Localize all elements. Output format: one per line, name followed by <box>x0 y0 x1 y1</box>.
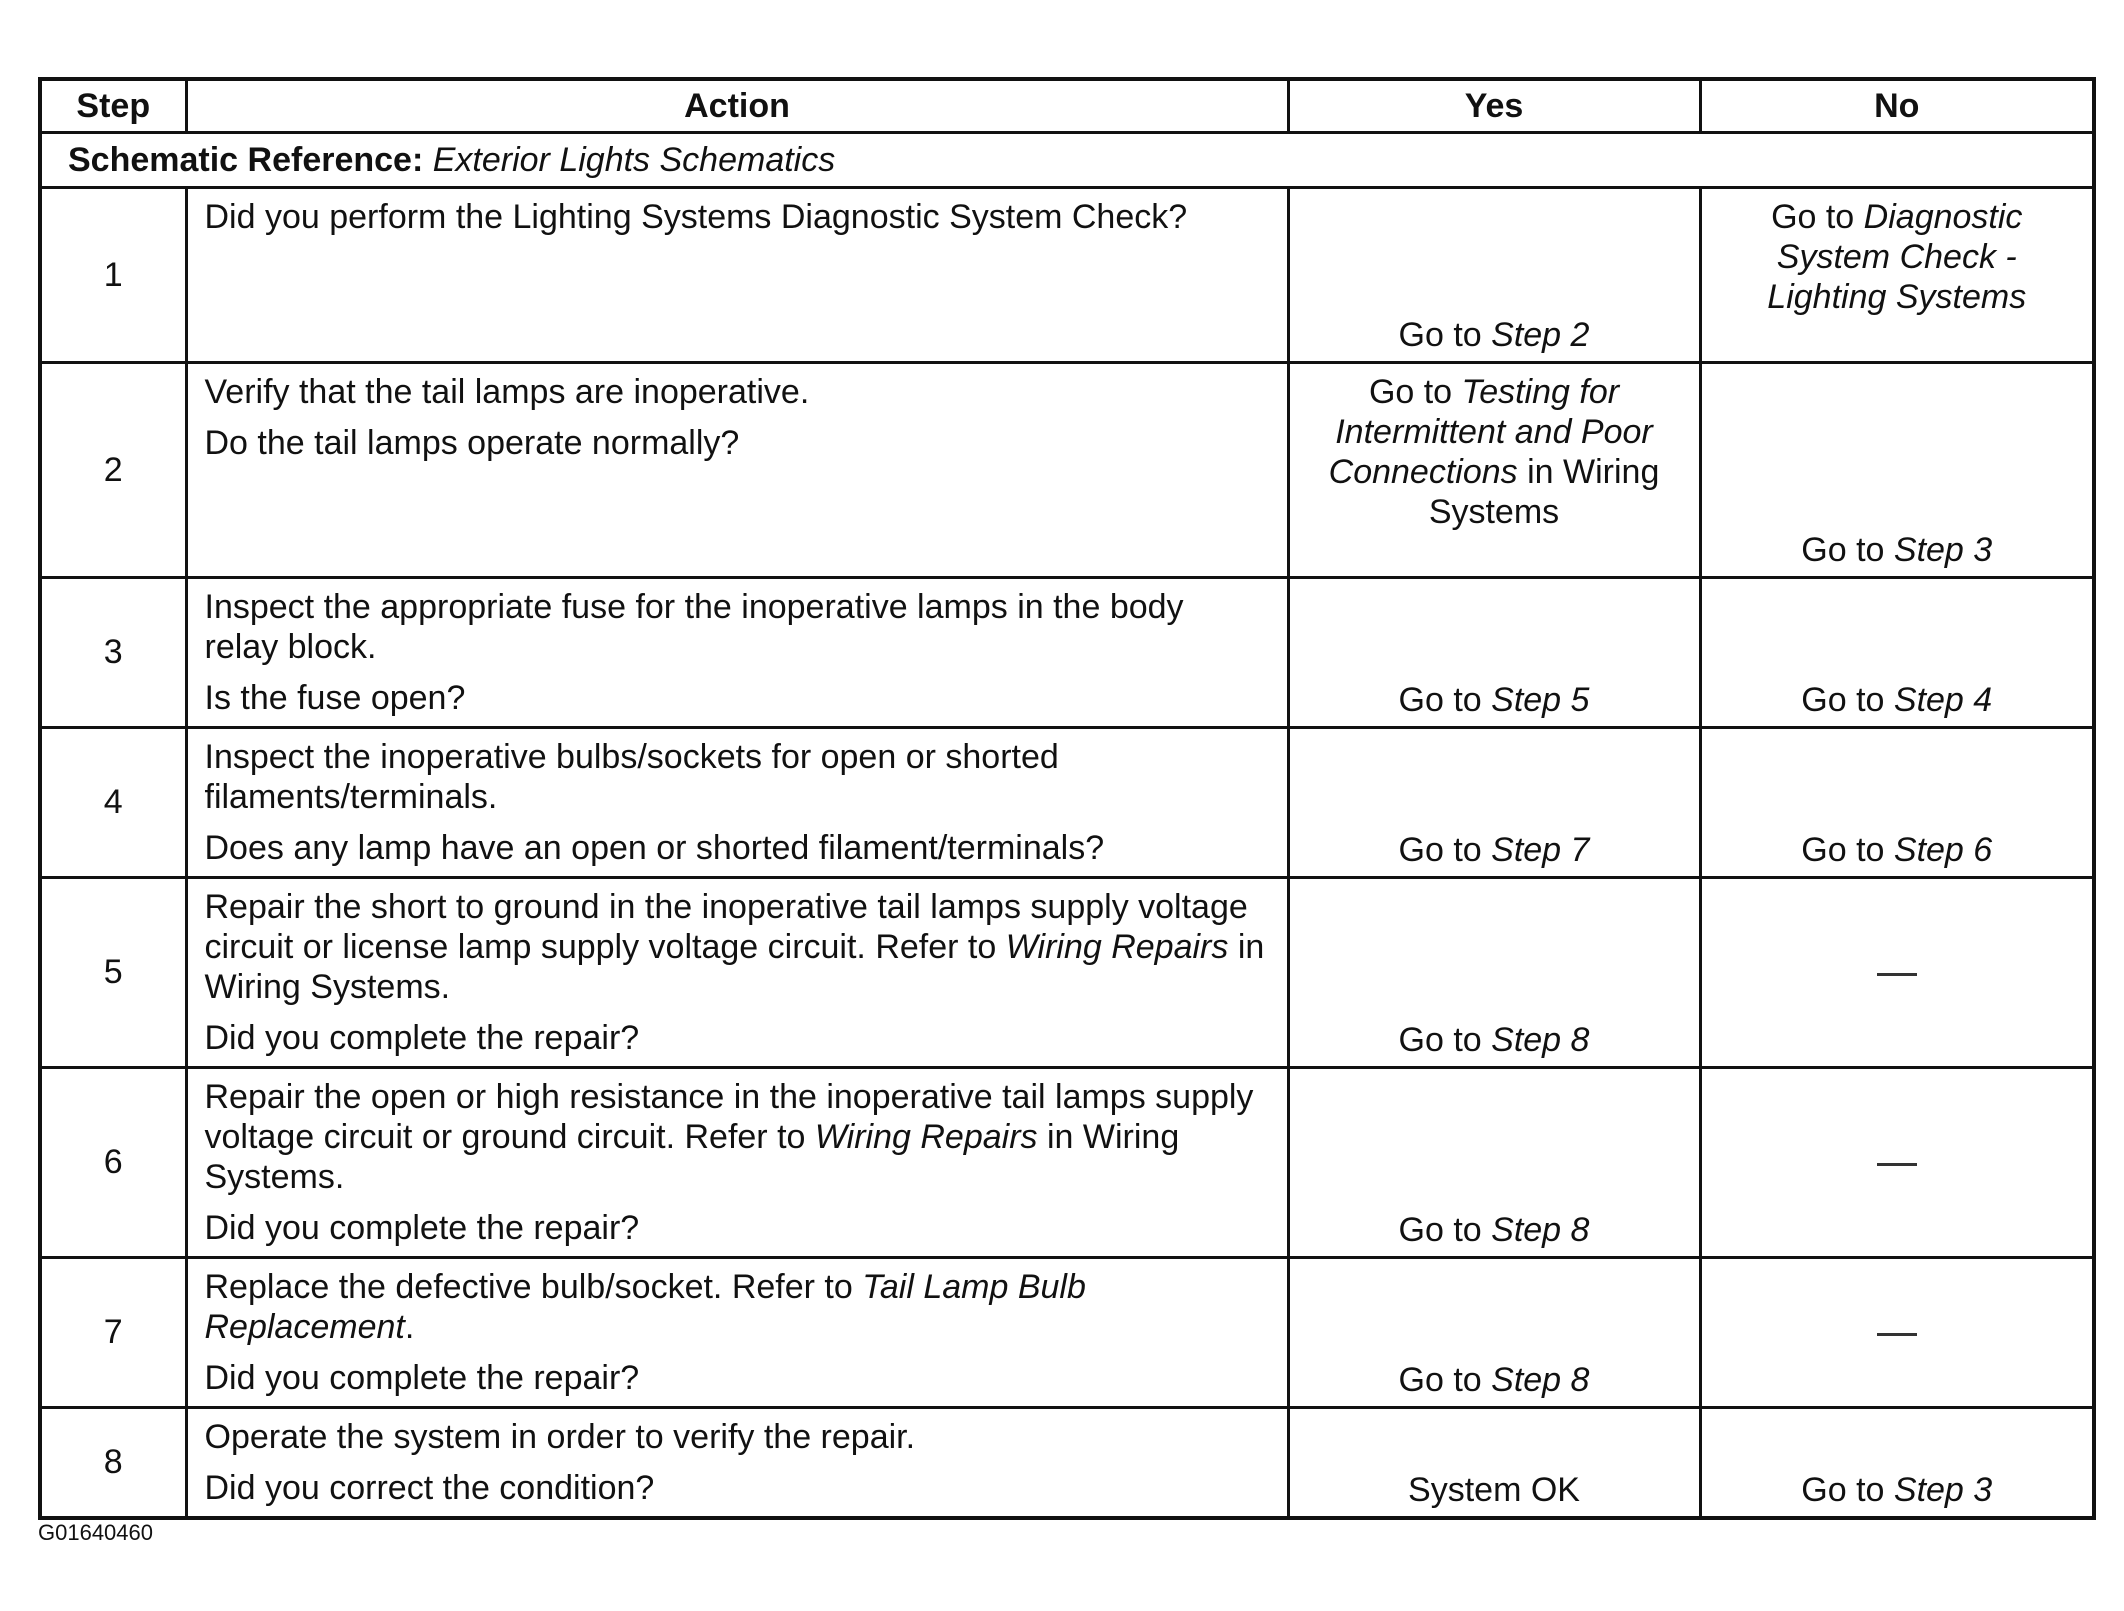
yes-text: Go to <box>1398 681 1492 719</box>
yes-link[interactable]: Step 8 <box>1491 1021 1590 1059</box>
table-row <box>40 363 2094 578</box>
no-result <box>1700 1408 2094 1519</box>
action-text: Inspect the inoperative bulbs/sockets for open or shorted filaments/terminals. <box>204 738 1059 816</box>
yes-text: Go to <box>1398 831 1492 869</box>
action-link[interactable]: Wiring Repairs <box>1005 928 1229 966</box>
action-text: Does any lamp have an open or shorted filament/terminals? <box>204 829 1105 867</box>
action-instruction <box>205 737 1267 817</box>
action-question <box>205 423 1267 463</box>
no-link[interactable]: Step 3 <box>1893 531 1993 569</box>
table-row <box>40 1258 2094 1408</box>
yes-text: System OK <box>1408 1471 1580 1509</box>
yes-result <box>1288 1408 1700 1519</box>
action-question <box>205 1208 1267 1248</box>
action-text: Did you complete the repair? <box>204 1209 640 1247</box>
yes-text: Go to <box>1398 1211 1492 1249</box>
yes-link[interactable]: Step 8 <box>1491 1361 1590 1399</box>
action-text: Did you complete the repair? <box>204 1359 640 1397</box>
no-text: Go to <box>1801 531 1894 569</box>
action-text: Repair the short to ground in the inoperative tail lamps supply voltage circuit or license lamp supply voltage circuit. Refer to <box>204 888 1248 966</box>
no-text: Go to <box>1801 681 1894 719</box>
action-text: Did you correct the condition? <box>204 1469 655 1507</box>
step-number: 8 <box>40 1408 186 1519</box>
table-row <box>40 878 2094 1068</box>
table-body <box>40 133 2094 1519</box>
action-text: Inspect the appropriate fuse for the inoperative lamps in the body relay block. <box>204 588 1184 666</box>
action-cell <box>186 1408 1288 1519</box>
action-instruction <box>205 197 1267 237</box>
action-question <box>205 1358 1267 1398</box>
step-number: 7 <box>40 1258 186 1408</box>
step-number: 3 <box>40 578 186 728</box>
action-text: Verify that the tail lamps are inoperative. <box>204 373 810 411</box>
yes-link[interactable]: Step 2 <box>1491 316 1590 354</box>
step-number: 5 <box>40 878 186 1068</box>
header-yes: Yes <box>1288 79 1700 133</box>
no-result <box>1700 878 2094 1068</box>
action-instruction <box>205 1267 1267 1347</box>
table-row <box>40 578 2094 728</box>
no-result <box>1700 728 2094 878</box>
schematic-reference-row <box>40 133 2094 188</box>
action-cell <box>186 878 1288 1068</box>
step-number: 1 <box>40 188 186 363</box>
yes-result <box>1288 578 1700 728</box>
no-text: Go to <box>1801 1471 1894 1509</box>
action-text: Replace the defective bulb/socket. Refer to <box>204 1268 863 1306</box>
action-cell <box>186 1258 1288 1408</box>
action-text: Operate the system in order to verify the repair. <box>204 1418 916 1456</box>
schematic-reference-label: Schematic Reference: <box>68 140 424 179</box>
yes-result <box>1288 188 1700 363</box>
no-link[interactable]: Step 4 <box>1893 681 1993 719</box>
action-cell <box>186 578 1288 728</box>
yes-result <box>1288 1068 1700 1258</box>
no-text: Go to <box>1801 831 1894 869</box>
yes-result <box>1288 878 1700 1068</box>
action-instruction <box>205 1417 1267 1457</box>
yes-link[interactable]: Step 8 <box>1491 1211 1590 1249</box>
yes-text: Go to <box>1398 1361 1492 1399</box>
yes-link[interactable]: Step 5 <box>1491 681 1590 719</box>
no-text: Go to <box>1771 198 1864 236</box>
yes-result <box>1288 363 1700 578</box>
step-number: 4 <box>40 728 186 878</box>
no-result <box>1700 363 2094 578</box>
yes-link[interactable]: Testing for Intermittent and Poor Connections <box>1328 373 1653 491</box>
action-text: Repair the open or high resistance in the inoperative tail lamps supply voltage circuit or ground circuit. Refer to <box>204 1078 1254 1156</box>
action-cell <box>186 363 1288 578</box>
action-text: Do the tail lamps operate normally? <box>204 424 740 462</box>
action-text: Did you complete the repair? <box>204 1019 640 1057</box>
action-cell <box>186 1068 1288 1258</box>
yes-text: Go to <box>1398 1021 1492 1059</box>
action-text: Is the fuse open? <box>204 679 466 717</box>
action-cell <box>186 728 1288 878</box>
step-number: 2 <box>40 363 186 578</box>
yes-link[interactable]: Step 7 <box>1491 831 1590 869</box>
table-row <box>40 1068 2094 1258</box>
action-question <box>205 828 1267 868</box>
no-result <box>1700 1258 2094 1408</box>
yes-text: in Wiring Systems <box>1428 453 1660 531</box>
yes-text: Go to <box>1398 316 1492 354</box>
no-not-applicable <box>1877 1333 1917 1336</box>
header-step: Step <box>40 79 186 133</box>
no-result <box>1700 188 2094 363</box>
no-link[interactable]: Step 6 <box>1893 831 1993 869</box>
action-instruction <box>205 372 1267 412</box>
no-not-applicable <box>1877 1163 1917 1166</box>
action-question <box>205 1018 1267 1058</box>
action-text: in Wiring Systems. <box>204 928 1265 1006</box>
schematic-reference-link[interactable]: Exterior Lights Schematics <box>432 140 836 179</box>
diagnostic-table <box>38 77 2096 1520</box>
yes-result <box>1288 1258 1700 1408</box>
action-link[interactable]: Tail Lamp Bulb Replacement <box>204 1268 1086 1346</box>
no-link[interactable]: Step 3 <box>1893 1471 1993 1509</box>
header-action: Action <box>186 79 1288 133</box>
no-link[interactable]: Diagnostic System Check - Lighting Systems <box>1767 198 2027 316</box>
no-not-applicable <box>1877 973 1917 976</box>
step-number: 6 <box>40 1068 186 1258</box>
no-result <box>1700 578 2094 728</box>
action-text: in Wiring Systems. <box>204 1118 1180 1196</box>
header-no: No <box>1700 79 2094 133</box>
table-row <box>40 728 2094 878</box>
action-cell <box>186 188 1288 363</box>
table-row <box>40 1408 2094 1519</box>
action-instruction <box>205 887 1267 1007</box>
figure-id: G01640460 <box>38 1520 153 1545</box>
action-instruction <box>205 587 1267 667</box>
yes-result <box>1288 728 1700 878</box>
table-row <box>40 188 2094 363</box>
yes-text: Go to <box>1368 373 1462 411</box>
action-text: Did you perform the Lighting Systems Diagnostic System Check? <box>204 198 1188 236</box>
action-text: . <box>404 1308 415 1346</box>
action-question <box>205 1468 1267 1508</box>
action-question <box>205 678 1267 718</box>
schematic-reference <box>40 133 2094 188</box>
action-link[interactable]: Wiring Repairs <box>814 1118 1038 1156</box>
no-result <box>1700 1068 2094 1258</box>
header-row <box>40 79 2094 133</box>
action-instruction <box>205 1077 1267 1197</box>
